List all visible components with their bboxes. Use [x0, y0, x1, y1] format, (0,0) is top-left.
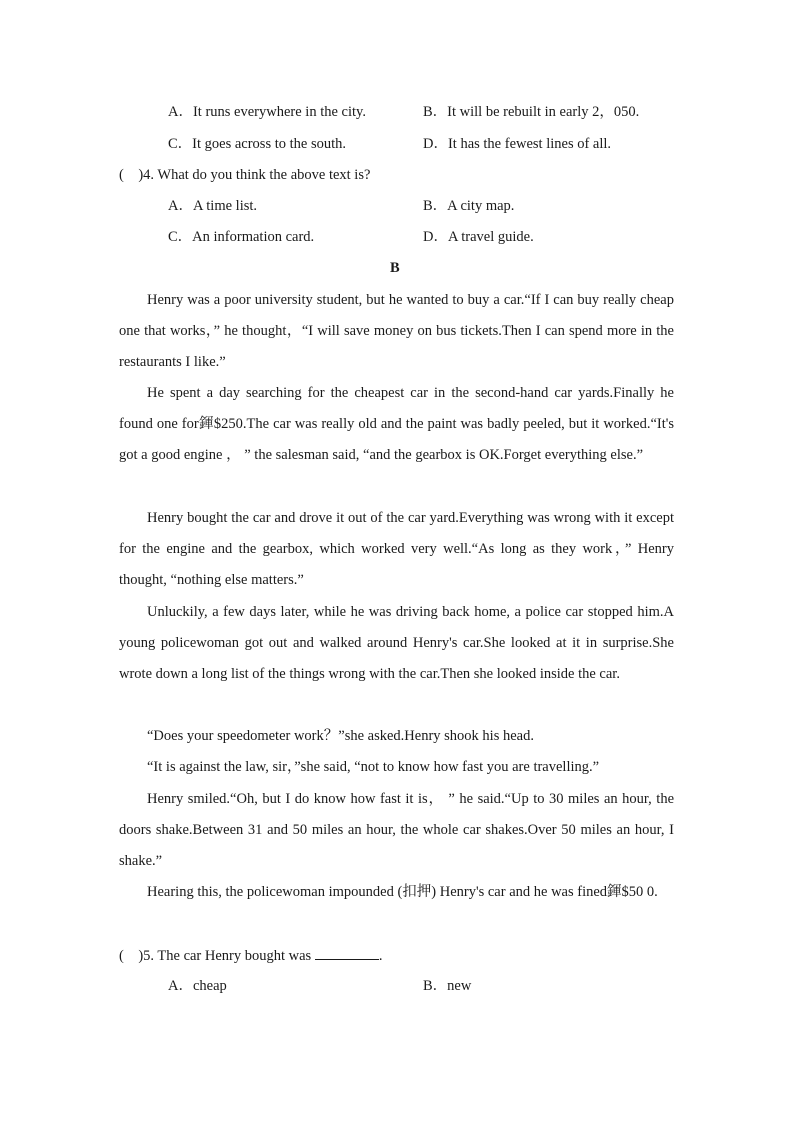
answer-blank	[315, 945, 379, 960]
passage-paragraph-6: “It is against the law, sir，”she said, “not to know how fast you are travelling.”	[147, 759, 600, 775]
passage-paragraph-5: “Does your speedometer work？”she asked.Henry shook his head.	[147, 728, 534, 744]
q4-option-d: D．A travel guide.	[423, 229, 534, 245]
q3-option-c: C．It goes across to the south.	[168, 136, 347, 152]
passage-paragraph-7: Henry smiled.“Oh, but I do know how fast it is， ” he said.“Up to 30 miles an hour, the doors shake.Between 31 and 50 miles an hour, the whole car shakes.Over 50 miles an hour, I shake.”	[119, 791, 674, 869]
q3-option-a: A．It runs everywhere in the city.	[168, 104, 366, 120]
passage-paragraph-3: Henry bought the car and drove it out of the car yard.Everything was wrong with it except for the engine and the gearbox, which worked very well.“As long as they work，” Henry thought, “nothing else matters.”	[119, 510, 674, 588]
q5-option-a: A．cheap	[168, 978, 227, 994]
q4-option-b: B．A city map.	[423, 198, 515, 214]
q3-option-b: B．It will be rebuilt in early 2，050.	[423, 104, 640, 120]
q4-option-a: A．A time list.	[168, 198, 258, 214]
q4-option-c: C．An information card.	[168, 229, 315, 245]
q5-stem-text: ( )5. The car Henry bought was	[119, 948, 315, 964]
passage-paragraph-1: Henry was a poor university student, but he wanted to buy a car.“If I can buy really cheap one that works，” he thought，“I will save money on bus tickets.Then I can spend more in the restaurants I like.”	[119, 292, 674, 370]
q3-option-d: D．It has the fewest lines of all.	[423, 136, 612, 152]
passage-paragraph-8: Hearing this, the policewoman impounded (扣押) Henry's car and he was fined鍕$50 0.	[147, 884, 658, 900]
q5-stem-end: .	[378, 948, 383, 964]
section-title: B	[390, 260, 400, 276]
passage-paragraph-4: Unluckily, a few days later, while he was driving back home, a police car stopped him.A young policewoman got out and walked around Henry's car.She looked at it in surprise.She wrote down a long list of the things wrong with the car.Then she looked inside the car.	[119, 604, 674, 682]
q5-stem	[119, 945, 382, 966]
passage-paragraph-2: He spent a day searching for the cheapest car in the second-hand car yards.Finally he found one for鍕$250.The car was really old and the paint was badly peeled, but it worked.“It's got a good engine ， ” the salesman said, “and the gearbox is OK.Forget everything else.”	[119, 385, 674, 463]
q4-stem: ( )4. What do you think the above text is?	[119, 167, 371, 183]
q5-option-b: B．new	[423, 978, 472, 994]
